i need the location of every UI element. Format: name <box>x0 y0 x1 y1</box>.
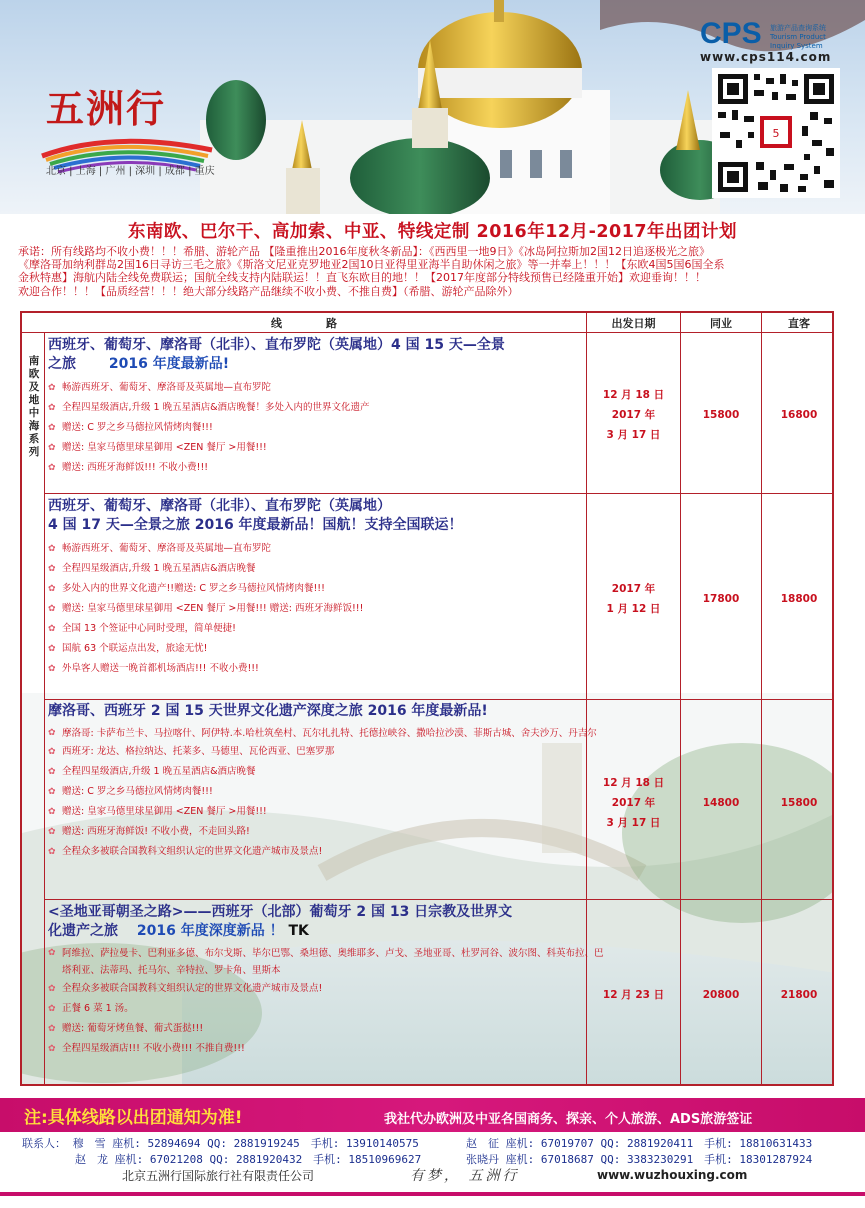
company-name: 北京五洲行国际旅行社有限责任公司 <box>122 1169 315 1183</box>
highlight-item: ✿ 畅游西班牙、葡萄牙、摩洛哥及英属地—直布罗陀 <box>48 378 604 398</box>
route-row-4 <box>48 903 604 1059</box>
cps-title: CPS <box>700 17 762 50</box>
cps-subtitle-en: Tourism Product Inquiry System <box>770 33 826 50</box>
highlight-item: ✿ 阿维拉、萨拉曼卡、巴利亚多德、布尔戈斯、毕尔巴鄂、桑坦德、奥维耶多、卢戈、圣地亚哥、杜罗河谷、波尔图、科英布拉、巴塔利亚、法蒂玛、托马尔、辛特拉、罗卡角、里斯本 <box>48 945 604 979</box>
highlight-item: ✿ 赠送: 葡萄牙烤鱼餐、葡式蛋挞!!! <box>48 1019 604 1039</box>
contact-line: 赵 龙 座机: 67021208 QQ: 2881920432 手机: 18510969627 <box>75 1153 422 1166</box>
highlight-item: ✿ 赠送: 皇家马德里球星御用 <ZEN 餐厅 >用餐!!! 赠送: 西班牙海鲜饭!!! <box>48 599 604 619</box>
grid-line <box>44 333 45 1086</box>
highlight-item: ✿ 西班牙: 龙达、格拉纳达、托莱多、马德里、瓦伦西亚、巴塞罗那 <box>48 742 604 762</box>
route-highlights <box>48 378 604 478</box>
hero-banner <box>0 0 865 214</box>
visa-services: 我社代办欧洲及中亚各国商务、探亲、个人旅游、ADS旅游签证 <box>384 1112 753 1127</box>
peer-price: 14800 <box>702 797 740 809</box>
logo-cities: 北京 | 上海 | 广州 | 深圳 | 成都 | 重庆 <box>46 166 215 177</box>
route-title: 西班牙、葡萄牙、摩洛哥（北非）、直布罗陀（英属地） 4 国 17 天—全景之旅 2016 年度最新品！国航！支持全国联运！ <box>48 498 463 533</box>
highlight-item: ✿ 外阜客人赠送一晚首都机场酒店!!! 不收小费!!! <box>48 659 604 679</box>
direct-price: 16800 <box>780 409 818 421</box>
highlight-item: ✿ 国航 63 个联运点出发，旅途无忧! <box>48 639 604 659</box>
highlight-item: ✿ 全程四星级酒店,升级 1 晚五星酒店&酒店晚餐 <box>48 762 604 782</box>
route-title: 西班牙、葡萄牙、摩洛哥（北非）、直布罗陀（英属地）4 国 15 天—全景 之旅 2016 年度最新品! <box>48 337 505 372</box>
cps-badge <box>700 17 852 64</box>
svg-text:5: 5 <box>772 127 780 140</box>
grid-line <box>44 493 834 494</box>
header-date: 出发日期 <box>587 313 680 333</box>
peer-price: 15800 <box>702 409 740 421</box>
direct-price: 21800 <box>780 989 818 1001</box>
footer-note: 注:具体线路以出团通知为准! <box>24 1108 243 1128</box>
highlight-item: ✿ 赠送: 西班牙海鲜饭! 不收小费，不走回头路! <box>48 822 604 842</box>
route-row-3 <box>48 702 604 862</box>
highlight-item: ✿ 全程四星级酒店!!! 不收小费!!! 不推自费!!! <box>48 1039 604 1059</box>
highlight-item: ✿ 赠送: 皇家马德里球星御用 <ZEN 餐厅 >用餐!!! <box>48 438 604 458</box>
intro-line: 欢迎合作！！！【品质经营！！！绝大部分线路产品继续不收小费、不推自费】（希腊、游轮产品除外） <box>18 284 519 298</box>
intro-line: 《摩洛哥加纳利群岛2国16日寻访三毛之旅》《斯洛文尼亚克罗地亚2国10日亚得里亚海半自助休闲之旅》等一并奉上！！！【东欧4国5国6国全系 <box>18 258 725 272</box>
departure-dates: 12 月 18 日 2017 年 3 月 17 日 <box>602 389 665 441</box>
logo-wordmark: 五洲行 <box>46 86 167 131</box>
highlight-item: ✿ 畅游西班牙、葡萄牙、摩洛哥及英属地—直布罗陀 <box>48 539 604 559</box>
highlight-item: ✿ 赠送: 西班牙海鲜饭!!! 不收小费!!! <box>48 458 604 478</box>
highlight-item: ✿ 赠送: C 罗之乡马德拉风情烤肉餐!!! <box>48 782 604 802</box>
grid-line <box>44 899 834 900</box>
departure-dates: 2017 年 1 月 12 日 <box>606 583 661 615</box>
header-route: 线 路 <box>22 313 586 333</box>
route-highlights <box>48 539 604 679</box>
highlight-item: ✿ 全程众多被联合国教科文组织认定的世界文化遗产城市及景点! <box>48 979 604 999</box>
highlight-item: ✿ 摩洛哥: 卡萨布兰卡、马拉喀什、阿伊特.本.哈杜筑垒村、瓦尔扎扎特、托德拉峡谷、撒哈拉沙漠、菲斯古城、舍夫沙万、丹吉尔 <box>48 725 604 742</box>
website-link[interactable]: www.wuzhouxing.com <box>597 1168 748 1182</box>
route-table <box>20 311 834 1086</box>
peer-price: 17800 <box>702 593 740 605</box>
highlight-item: ✿ 全国 13 个签证中心同时受理，简单便捷! <box>48 619 604 639</box>
highlight-item: ✿ 全程众多被联合国教科文组织认定的世界文化遗产城市及景点! <box>48 842 604 862</box>
series-label: 南欧及地中海系列 <box>28 355 40 458</box>
departure-dates: 12 月 23 日 <box>602 989 665 1001</box>
header-direct-price: 直客 <box>762 313 834 333</box>
highlight-item: ✿ 全程四星级酒店,升级 1 晚五星酒店&酒店晚餐 <box>48 559 604 579</box>
highlight-item: ✿ 赠送: 皇家马德里球星御用 <ZEN 餐厅 >用餐!!! <box>48 802 604 822</box>
highlight-item: ✿ 赠送: C 罗之乡马德拉风情烤肉餐!!! <box>48 418 604 438</box>
route-highlights <box>48 725 604 862</box>
route-row-2 <box>48 497 604 679</box>
page-title: 东南欧、巴尔干、高加索、中亚、特线定制 2016年12月-2017年出团计划 <box>127 222 738 242</box>
direct-price: 15800 <box>780 797 818 809</box>
company-logo <box>22 60 218 186</box>
route-title: 摩洛哥、西班牙 2 国 15 天世界文化遗产深度之旅 2016 年度最新品! <box>48 703 488 719</box>
route-title: <圣地亚哥朝圣之路>——西班牙（北部）葡萄牙 2 国 13 日宗教及世界文 化遗产之旅 2016 年度深度新品 ！ TK <box>48 904 513 939</box>
highlight-item: ✿ 正餐 6 菜 1 汤。 <box>48 999 604 1019</box>
departure-dates: 12 月 18 日 2017 年 3 月 17 日 <box>602 777 665 829</box>
cps-url: www.cps114.com <box>700 50 832 64</box>
cps-subtitle <box>770 24 852 51</box>
qr-code-icon <box>712 68 840 198</box>
highlight-item: ✿ 多处入内的世界文化遗产!!赠送: C 罗之乡马德拉风情烤肉餐!!! <box>48 579 604 599</box>
direct-price: 18800 <box>780 593 818 605</box>
intro-line: 金秋特惠】海航内陆全线免费联运；国航全线支持内陆联运！！直飞东欧目的地！！【2017年度部分特线预售已经隆重开始】欢迎垂询！！！ <box>18 271 706 285</box>
route-highlights <box>48 945 604 1059</box>
peer-price: 20800 <box>702 989 740 1001</box>
cps-subtitle-cn: 旅游产品查询系统 <box>770 24 826 32</box>
intro-paragraph <box>18 245 848 298</box>
grid-line <box>44 699 834 700</box>
intro-line: 承诺：所有线路均不收小费！！！希腊、游轮产品 【隆重推出2016年度秋冬新品】：《西西里一地9日》《冰岛阿拉斯加2国12日追逐极光之旅》 <box>18 245 710 258</box>
header-peer-price: 同业 <box>681 313 761 333</box>
route-row-1 <box>48 336 604 478</box>
contact-line: 张晓丹 座机: 67018687 QQ: 3383230291 手机: 18301287924 <box>466 1153 813 1166</box>
bottom-rule <box>0 1192 865 1196</box>
slogan: 有梦， 五洲行 <box>410 1168 520 1184</box>
contact-line: 联系人： 穆 雪 座机: 52894694 QQ: 2881919245 手机: 13910140575 <box>22 1137 419 1150</box>
contact-line: 赵 征 座机: 67019707 QQ: 2881920411 手机: 18810631433 <box>466 1137 813 1150</box>
highlight-item: ✿ 全程四星级酒店,升级 1 晚五星酒店&酒店晚餐！多处入内的世界文化遗产 <box>48 398 604 418</box>
